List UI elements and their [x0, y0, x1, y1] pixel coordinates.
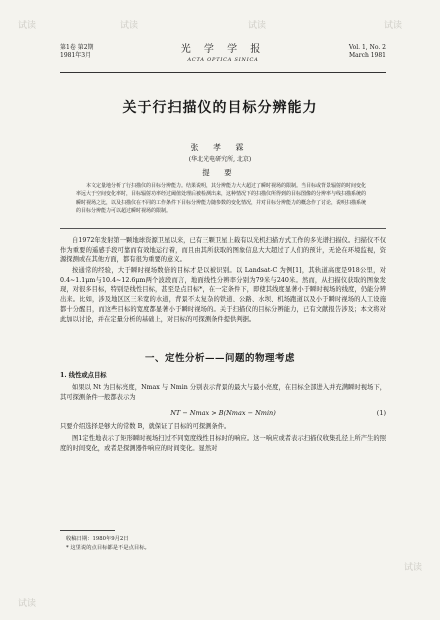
running-header [60, 44, 386, 70]
footnote-divider [60, 530, 115, 531]
body-paragraph: 如果以 Nt 为目标亮度，Nmax 与 Nmin 分别表示背景的最大与最小亮度，在目标全部进入并充满瞬时视场下，其可探测条件一般都表示为 [60, 384, 386, 401]
article-title: 关于行扫描仪的目标分辨能力 [122, 100, 318, 116]
body-paragraph: 自1972年发射第一颗地球资源卫星以来，已有三颗卫星上载有以光机扫描方式工作的多光谱扫描仪。扫描仪不仅作为重要的遥感手段可靠而有效地运行着，而且由其所获取的图象信息大大超过了人们的预计，无论在环境监视，资源探测或在其他方面，都有很为重要的意义。 [60, 237, 386, 264]
equation-formula: NT − Nmax > B(Nmax − Nmin) [170, 409, 276, 417]
subsection-heading: 1. 线性或点目标 [60, 372, 107, 379]
volume-issue: 第1卷 第2期 [60, 44, 94, 51]
equation [60, 409, 386, 419]
header-divider [60, 72, 386, 73]
section-heading: 一、定性分析——问题的物理考虑 [144, 353, 295, 364]
abstract-text: 本文定量地分析了行扫描仪的目标分辨能力。结果说明，其分辨能力大大超过了瞬时视场的限制。当目标或背景辐射的时间变化率远大于空间变化率时，目标辐射功率经过阈值处理后被检测出来，这种情况下的扫描仪所得到的目标图像的分辨率与线扫描系统的瞬时视场之比，以及扫描仪在不同的工作条件下目标分辨能力随参数的变化情况，并对目标分辨能力的概念作了讨论，说明扫描系统的目标分辨能力可以超过瞬时视场的限制。 [76, 183, 367, 214]
issue-info-en [349, 44, 386, 60]
watermark: 试读 [18, 599, 37, 609]
watermark: 试读 [384, 21, 403, 31]
issue-date-en: March 1981 [349, 52, 386, 59]
body-paragraph: 图1定性地表示了矩形瞬时视场扫过不同宽度线性目标时的响应。这一响应或者表示扫描仪收集孔径上所产生的照度的时间变化，或者是探测器件响应的时间变化。显然对 [60, 435, 386, 452]
affiliation: (华北光电研究所, 北京) [188, 156, 252, 163]
author: 张 孝 霖 [190, 143, 250, 152]
journal-name [60, 44, 386, 64]
issue-date: 1981年3月 [60, 52, 92, 59]
watermark: 试读 [404, 563, 423, 573]
body-paragraph: 按通常的经验，大于瞬时视场数倍的目标才是以被识别。以 Landsat-C 为例[1]，其轨道高度是918公里，对0.4~1.1μm与10.4~12.6μm两个波段而言，地面线性分辨率分别为79米与240米。然而，从扫描仪获取的图象发现，对很多目标，特别是线性目标，甚至是点目标*，在一定条件下，即使其线度显著小于瞬时视场的线度，仍能分辨出来。比如，涉及地区区三米宽的水道，背景不太复杂的铁道、公路、水坝、机场跑道以及小于瞬时视场的人工设施都十分醒目，而这些目标的宽度都显著小于瞬时视场的。关于扫描仪的目标分辨能力，已有文献报告涉及；本文将对此加以讨论，并在定量分析的基础上，对目标的可探测条件提供判据。 [60, 267, 386, 323]
watermark: 试读 [18, 21, 37, 31]
journal-name-cn: 光 学 学 报 [180, 44, 266, 55]
footnote-received-date: 收稿日期：1980年9月2日 [66, 536, 129, 542]
volume-issue-en: Vol. 1, No. 2 [348, 44, 386, 51]
footnote-note: * 这里说的点目标都是不是点目标。 [66, 545, 150, 551]
watermark: 试读 [120, 21, 139, 31]
abstract-heading: 提 要 [202, 168, 238, 177]
body-paragraph: 只要介绍选择是够大的常数 B，就保证了目标的可探测条件。 [60, 423, 231, 430]
equation-number: (1) [376, 409, 386, 417]
abstract-divider [60, 228, 386, 229]
watermark: 试读 [248, 21, 267, 31]
journal-name-en: ACTA OPTICA SINICA [187, 57, 259, 63]
